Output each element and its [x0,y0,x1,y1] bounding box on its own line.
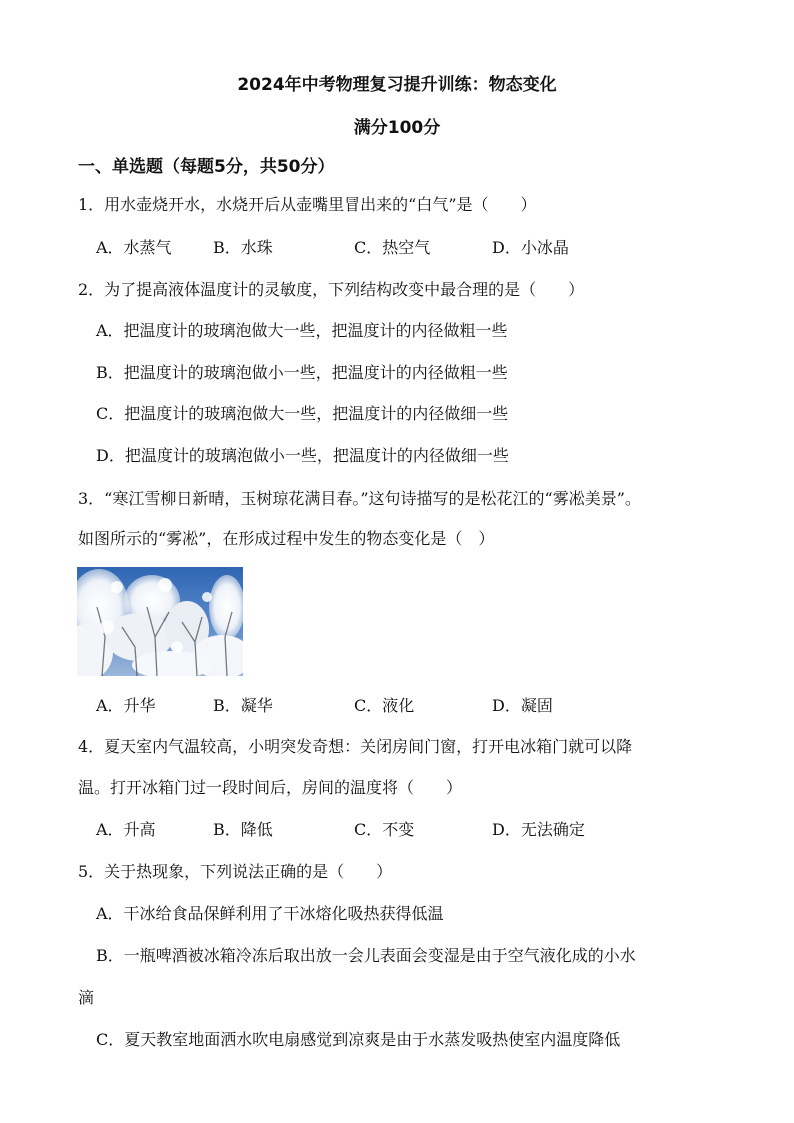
option-a: A．干冰给食品保鲜利用了干冰熔化吸热获得低温 [96,904,444,923]
option-a: A．水蒸气 [96,238,172,257]
option-c: C．夏天教室地面洒水吹电扇感觉到凉爽是由于水蒸发吸热使室内温度降低 [96,1030,621,1049]
page-title: 2024年中考物理复习提升训练：物态变化 [237,75,557,95]
option-c: C．液化 [354,696,415,715]
question-1-stem: 1．用水壶烧开水，水烧开后从壶嘴里冒出来的“白气”是（ ） [78,195,537,214]
option-a: A．把温度计的玻璃泡做大一些，把温度计的内径做粗一些 [96,321,508,340]
question-2-stem: 2．为了提高液体温度计的灵敏度，下列结构改变中最合理的是（ ） [78,280,585,299]
option-b: B．水珠 [213,238,273,257]
question-5-stem: 5．关于热现象，下列说法正确的是（ ） [78,862,393,881]
question-3-stem-line-2: 如图所示的“雾凇”，在形成过程中发生的物态变化是（ ） [78,529,495,548]
full-score: 满分100分 [353,118,441,138]
rime-photo [77,567,243,676]
question-3-stem-line-1: 3．“寒江雪柳日新晴，玉树琼花满目春。”这句诗描写的是松花江的“雾凇美景”。 [78,489,641,508]
question-4-stem-line-2: 温。打开冰箱门过一段时间后，房间的温度将（ ） [78,778,463,797]
section-heading: 一、单选题（每题5分，共50分） [78,157,335,177]
option-c: C．热空气 [354,238,431,257]
option-b-continued: 滴 [78,988,95,1007]
option-d: D．凝固 [492,696,553,715]
option-b: B．凝华 [213,696,273,715]
option-d: D．小冰晶 [492,238,569,257]
option-d: D．无法确定 [492,820,585,839]
option-a: A．升华 [96,696,156,715]
option-b: B．降低 [213,820,273,839]
option-d: D．把温度计的玻璃泡做小一些，把温度计的内径做细一些 [96,446,509,465]
option-c: C．不变 [354,820,415,839]
option-b: B．把温度计的玻璃泡做小一些，把温度计的内径做粗一些 [96,363,508,382]
option-b: B．一瓶啤酒被冰箱冷冻后取出放一会儿表面会变湿是由于空气液化成的小水 [96,946,636,965]
question-4-stem-line-1: 4．夏天室内气温较高，小明突发奇想：关闭房间门窗，打开电冰箱门就可以降 [78,737,633,756]
option-a: A．升高 [96,820,156,839]
option-c: C．把温度计的玻璃泡做大一些，把温度计的内径做细一些 [96,404,509,423]
